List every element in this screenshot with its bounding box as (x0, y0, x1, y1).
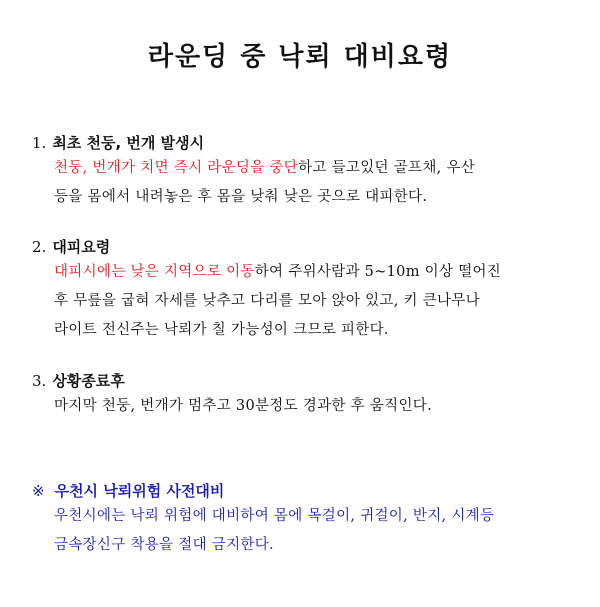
section-number: 2. (32, 238, 47, 256)
section-heading (32, 236, 577, 258)
body-line: 라이트 전신주는 낙뢰가 칠 가능성이 크므로 피한다. (54, 322, 389, 338)
notice-title: 우천시 낙뢰위험 사전대비 (54, 482, 225, 500)
section-heading (32, 132, 577, 154)
section-body (54, 154, 577, 212)
body-line (54, 258, 577, 287)
body-line: 금속장신구 착용을 절대 금지한다. (54, 537, 274, 553)
body-line: 우천시에는 낙뢰 위험에 대비하여 몸에 목걸이, 귀걸이, 반지, 시계등 (54, 508, 495, 524)
section-title: 대피요령 (52, 238, 111, 256)
section-first-lightning (32, 132, 577, 212)
section-number: 3. (32, 372, 47, 390)
notice-heading (32, 480, 577, 502)
section-heading (32, 370, 577, 392)
section-title: 최초 천둥, 번개 발생시 (52, 134, 205, 152)
body-line: 마지막 천둥, 번개가 멈추고 30분정도 경과한 후 움직인다. (54, 398, 432, 414)
section-body (54, 258, 577, 345)
section-number: 1. (32, 134, 47, 152)
section-body (54, 392, 577, 421)
page-title: 라운딩 중 낙뢰 대비요령 (147, 42, 453, 72)
body-text: 하여 주위사람과 5~10m 이상 떨어진 (254, 264, 502, 280)
highlighted-text: 대피시에는 낮은 지역으로 이동 (54, 264, 255, 280)
section-title: 상황종료후 (52, 372, 125, 390)
body-line (54, 154, 577, 183)
body-line: 등을 몸에서 내려놓은 후 몸을 낮춰 낮은 곳으로 대피한다. (54, 189, 428, 205)
section-evacuation (32, 236, 577, 345)
highlighted-text: 천둥, 번개가 치면 즉시 라운딩을 중단 (54, 160, 299, 176)
section-after-storm (32, 370, 577, 421)
notice-mark-icon: ※ (32, 482, 45, 500)
section-rain-notice (32, 480, 577, 560)
notice-body (54, 502, 577, 560)
body-line: 후 무릎을 굽혀 자세를 낮추고 다리를 모아 앉아 있고, 키 큰나무나 (54, 293, 480, 309)
body-text: 하고 들고있던 골프채, 우산 (298, 160, 476, 176)
